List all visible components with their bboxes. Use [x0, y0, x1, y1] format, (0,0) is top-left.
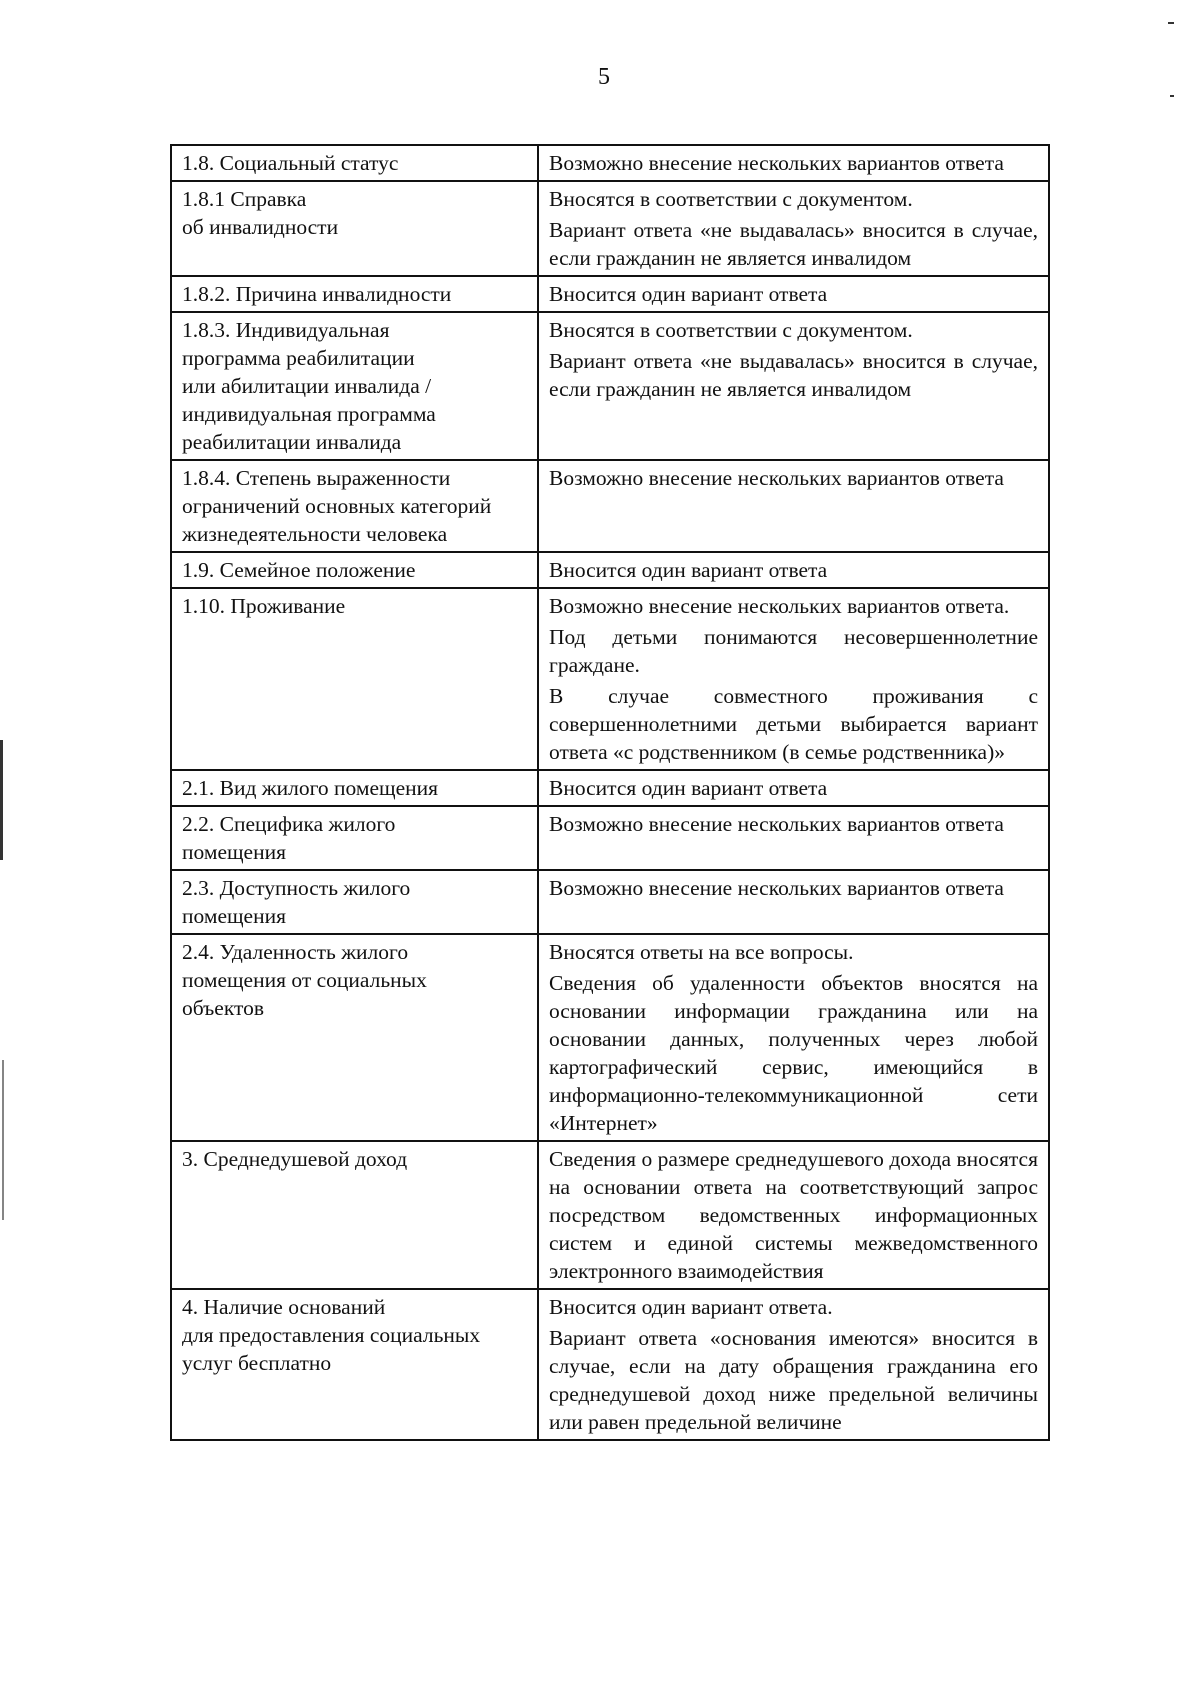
row-content-paragraph: Возможно внесение нескольких вариантов ответа. — [549, 594, 1010, 618]
row-label-cell — [171, 588, 538, 770]
row-content-paragraph: В случае совместного проживания с совершеннолетними детьми выбирается вариант ответа «с родственником (в семье родственника)» — [549, 684, 1038, 764]
row-content-cell — [538, 552, 1049, 588]
row-content-paragraph: Под детьми понимаются несовершеннолетние граждане. — [549, 625, 1038, 677]
row-label: 4. Наличие оснований для предоставления социальных услуг бесплатно — [182, 1295, 481, 1375]
table-row — [171, 770, 1049, 806]
scan-artifact — [1168, 22, 1174, 24]
row-content-cell — [538, 460, 1049, 552]
row-content-cell — [538, 181, 1049, 276]
table-row — [171, 276, 1049, 312]
row-content-cell — [538, 276, 1049, 312]
row-label-cell — [171, 312, 538, 460]
document-table — [170, 144, 1050, 1441]
row-label: 2.2. Специфика жилого помещения — [182, 812, 396, 864]
row-content-paragraph: Возможно внесение нескольких вариантов ответа — [549, 812, 1004, 836]
row-content-paragraph: Сведения об удаленности объектов вносятся на основании информации гражданина или на основании данных, полученных через любой картографический сервис, имеющийся в информационно-телекоммуникационной сети «Интернет» — [549, 971, 1038, 1135]
row-label-cell — [171, 145, 538, 181]
row-content-paragraph: Возможно внесение нескольких вариантов ответа — [549, 466, 1004, 490]
scan-artifact — [1170, 95, 1174, 97]
row-label-cell — [171, 1289, 538, 1440]
row-label: 1.8.1 Справка об инвалидности — [182, 187, 339, 239]
table-row — [171, 588, 1049, 770]
row-label-cell — [171, 806, 538, 870]
table-row — [171, 1141, 1049, 1289]
row-label: 1.8.4. Степень выраженности ограничений основных категорий жизнедеятельности человека — [182, 466, 492, 546]
row-content-cell — [538, 312, 1049, 460]
table-row — [171, 145, 1049, 181]
row-label: 2.4. Удаленность жилого помещения от социальных объектов — [182, 940, 427, 1020]
row-content-cell — [538, 1141, 1049, 1289]
row-content-paragraph: Вариант ответа «не выдавалась» вносится в случае, если гражданин не является инвалидом — [549, 349, 1038, 401]
row-content-cell — [538, 870, 1049, 934]
row-content-paragraph: Вносятся в соответствии с документом. — [549, 318, 913, 342]
row-content-paragraph: Вносится один вариант ответа — [549, 558, 828, 582]
row-content-paragraph: Вариант ответа «основания имеются» вносится в случае, если на дату обращения гражданина его среднедушевой доход ниже предельной величины или равен предельной величине — [549, 1326, 1038, 1434]
scan-artifact — [2, 1060, 4, 1220]
row-label: 1.9. Семейное положение — [182, 558, 416, 582]
row-content-paragraph: Сведения о размере среднедушевого дохода вносятся на основании ответа на соответствующий запрос посредством ведомственных информационных систем и единой системы межведомственного электронного взаимодействия — [549, 1147, 1038, 1283]
row-content-paragraph: Вносятся ответы на все вопросы. — [549, 940, 854, 964]
row-label: 2.3. Доступность жилого помещения — [182, 876, 411, 928]
row-label: 1.8.2. Причина инвалидности — [182, 282, 452, 306]
row-content-paragraph: Вариант ответа «не выдавалась» вносится в случае, если гражданин не является инвалидом — [549, 218, 1038, 270]
row-label-cell — [171, 770, 538, 806]
table-row — [171, 806, 1049, 870]
table-row — [171, 1289, 1049, 1440]
row-content-cell — [538, 934, 1049, 1141]
row-content-paragraph: Вносится один вариант ответа — [549, 282, 828, 306]
scan-artifact — [0, 740, 3, 860]
table-row — [171, 181, 1049, 276]
row-label-cell — [171, 552, 538, 588]
row-content-cell — [538, 806, 1049, 870]
row-content-paragraph: Вносится один вариант ответа. — [549, 1295, 833, 1319]
row-content-cell — [538, 145, 1049, 181]
row-label: 3. Среднедушевой доход — [182, 1147, 408, 1171]
row-content-cell — [538, 1289, 1049, 1440]
row-label-cell — [171, 1141, 538, 1289]
row-content-paragraph: Вносятся в соответствии с документом. — [549, 187, 913, 211]
table-body — [171, 145, 1049, 1440]
row-content-paragraph: Вносится один вариант ответа — [549, 776, 828, 800]
table-row — [171, 934, 1049, 1141]
row-label: 1.8.3. Индивидуальная программа реабилитации или абилитации инвалида / индивидуальная программа реабилитации инвалида — [182, 318, 436, 454]
table-row — [171, 552, 1049, 588]
page-number: 5 — [598, 64, 610, 90]
row-content-paragraph: Возможно внесение нескольких вариантов ответа — [549, 151, 1004, 175]
row-content-cell — [538, 770, 1049, 806]
row-label-cell — [171, 934, 538, 1141]
document-table-container — [170, 144, 1050, 1441]
row-label-cell — [171, 276, 538, 312]
row-label: 1.10. Проживание — [182, 594, 346, 618]
row-label: 1.8. Социальный статус — [182, 151, 399, 175]
row-label: 2.1. Вид жилого помещения — [182, 776, 439, 800]
table-row — [171, 460, 1049, 552]
row-label-cell — [171, 181, 538, 276]
table-row — [171, 312, 1049, 460]
row-label-cell — [171, 460, 538, 552]
row-label-cell — [171, 870, 538, 934]
row-content-cell — [538, 588, 1049, 770]
table-row — [171, 870, 1049, 934]
row-content-paragraph: Возможно внесение нескольких вариантов ответа — [549, 876, 1004, 900]
